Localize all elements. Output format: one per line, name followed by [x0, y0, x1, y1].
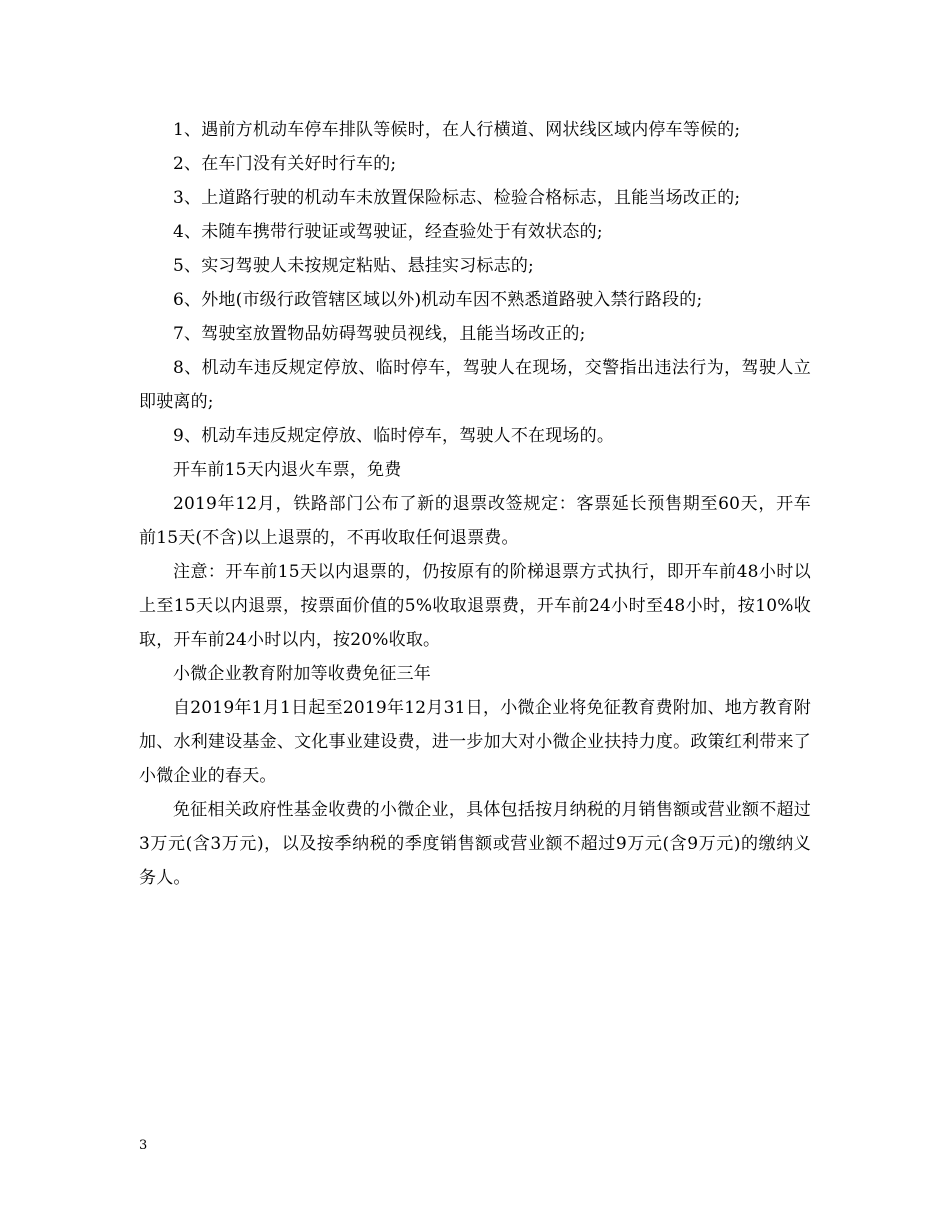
- paragraph-small-business-policy: 自2019年1月1日起至2019年12月31日，小微企业将免征教育费附加、地方教育附加、水利建设基金、文化事业建设费，进一步加大对小微企业扶持力度。政策红利带来了小微企业的春天。: [139, 698, 811, 786]
- paragraph-1: 1、遇前方机动车停车排队等候时，在人行横道、网状线区域内停车等候的;: [173, 120, 741, 140]
- paragraph-6: 6、外地(市级行政管辖区域以外)机动车因不熟悉道路驶入禁行路段的;: [173, 290, 703, 310]
- paragraph-7: 7、驾驶室放置物品妨碍驾驶员视线，且能当场改正的;: [173, 324, 586, 344]
- section-heading-small-business: 小微企业教育附加等收费免征三年: [173, 664, 431, 684]
- paragraph-small-business-scope: 免征相关政府性基金收费的小微企业，具体包括按月纳税的月销售额或营业额不超过3万元(含3万元)，以及按季纳税的季度销售额或营业额不超过9万元(含9万元)的缴纳义务人。: [139, 800, 811, 888]
- paragraph-refund-rule: 2019年12月，铁路部门公布了新的退票改签规定：客票延长预售期至60天，开车前15天(不含)以上退票的，不再收取任何退票费。: [139, 494, 811, 548]
- page-number: 3: [139, 1138, 148, 1153]
- paragraph-2: 2、在车门没有关好时行车的;: [173, 154, 397, 174]
- section-heading-train-refund: 开车前15天内退火车票，免费: [173, 460, 402, 480]
- paragraph-4: 4、未随车携带行驶证或驾驶证，经查验处于有效状态的;: [173, 222, 603, 242]
- paragraph-9: 9、机动车违反规定停放、临时停车，驾驶人不在现场的。: [173, 426, 615, 446]
- document-body: [139, 113, 811, 895]
- paragraph-5: 5、实习驾驶人未按规定粘贴、悬挂实习标志的;: [173, 256, 534, 276]
- paragraph-refund-note: 注意：开车前15天以内退票的，仍按原有的阶梯退票方式执行，即开车前48小时以上至15天以内退票，按票面价值的5%收取退票费，开车前24小时至48小时，按10%收取，开车前24小时以内，按20%收取。: [139, 562, 811, 650]
- paragraph-3: 3、上道路行驶的机动车未放置保险标志、检验合格标志，且能当场改正的;: [173, 188, 741, 208]
- paragraph-8: 8、机动车违反规定停放、临时停车，驾驶人在现场，交警指出违法行为，驾驶人立即驶离的;: [139, 358, 811, 412]
